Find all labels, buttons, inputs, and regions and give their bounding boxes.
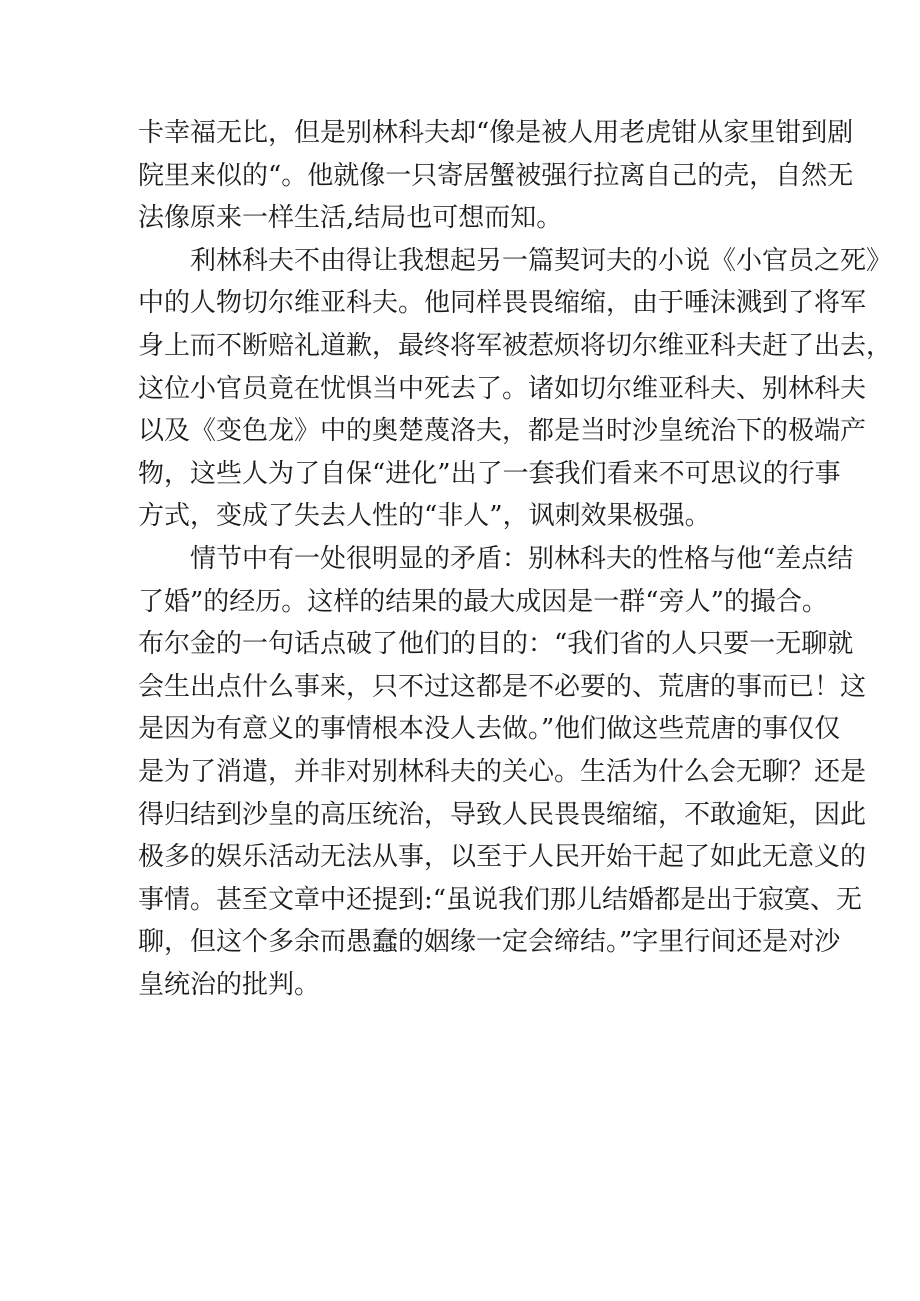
text-line: 院里来似的“。他就像一只寄居蟹被强行拉离自己的壳，自然无: [138, 160, 854, 191]
text-line: 利林科夫不由得让我想起另一篇契诃夫的小说《小官员之死》: [190, 245, 893, 276]
text-line: 了婚”的经历。这样的结果的最大成因是一群“旁人”的撮合。: [138, 586, 828, 617]
paragraph-3: [138, 538, 867, 1007]
text-line: 极多的娱乐活动无法从事，以至于人民开始干起了如此无意义的: [138, 842, 867, 873]
text-line: 身上而不断赔礼道歉，最终将军被惹烦将切尔维亚科夫赶了出去，: [138, 330, 893, 361]
text-line: 卡幸福无比，但是别林科夫却“像是被人用老虎钳从家里钳到剧: [138, 118, 854, 148]
text-line: 以及《变色龙》中的奥楚蔑洛夫，都是当时沙皇统治下的极端产: [138, 416, 867, 447]
paragraph-2: [138, 240, 893, 538]
text-line: 这位小官员竟在忧惧当中死去了。诸如切尔维亚科夫、别林科夫: [138, 373, 867, 404]
text-line: 皇统治的批判。: [138, 969, 321, 1000]
text-line: 是因为有意义的事情根本没人去做。”他们做这些荒唐的事仅仅: [138, 714, 841, 745]
text-line: 是为了消遣，并非对别林科夫的关心。生活为什么会无聊？还是: [138, 756, 867, 787]
text-line: 得归结到沙皇的高压统治，导致人民畏畏缩缩，不敢逾矩，因此: [138, 799, 867, 830]
text-line: 聊，但这个多余而愚蠢的姻缘一定会缔结。”字里行间还是对沙: [138, 927, 841, 958]
text-line: 会生出点什么事来，只不过这都是不必要的、荒唐的事而已！这: [138, 671, 867, 702]
paragraph-1: [138, 112, 854, 240]
text-line: 事情。甚至文章中还提到:“虽说我们那儿结婚都是出于寂寞、无: [138, 884, 863, 915]
text-line: 法像原来一样生活,结局也可想而知。: [138, 203, 563, 234]
text-line: 物，这些人为了自保“进化”出了一套我们看来不可思议的行事: [138, 458, 841, 489]
text-line: 情节中有一处很明显的矛盾：别林科夫的性格与他“差点结: [190, 543, 854, 574]
text-line: 方式，变成了失去人性的“非人”，讽刺效果极强。: [138, 501, 711, 532]
text-line: 中的人物切尔维亚科夫。他同样畏畏缩缩，由于唾沫溅到了将军: [138, 288, 867, 319]
document-body: [138, 112, 893, 1006]
text-line: 布尔金的一句话点破了他们的目的：“我们省的人只要一无聊就: [138, 629, 854, 660]
